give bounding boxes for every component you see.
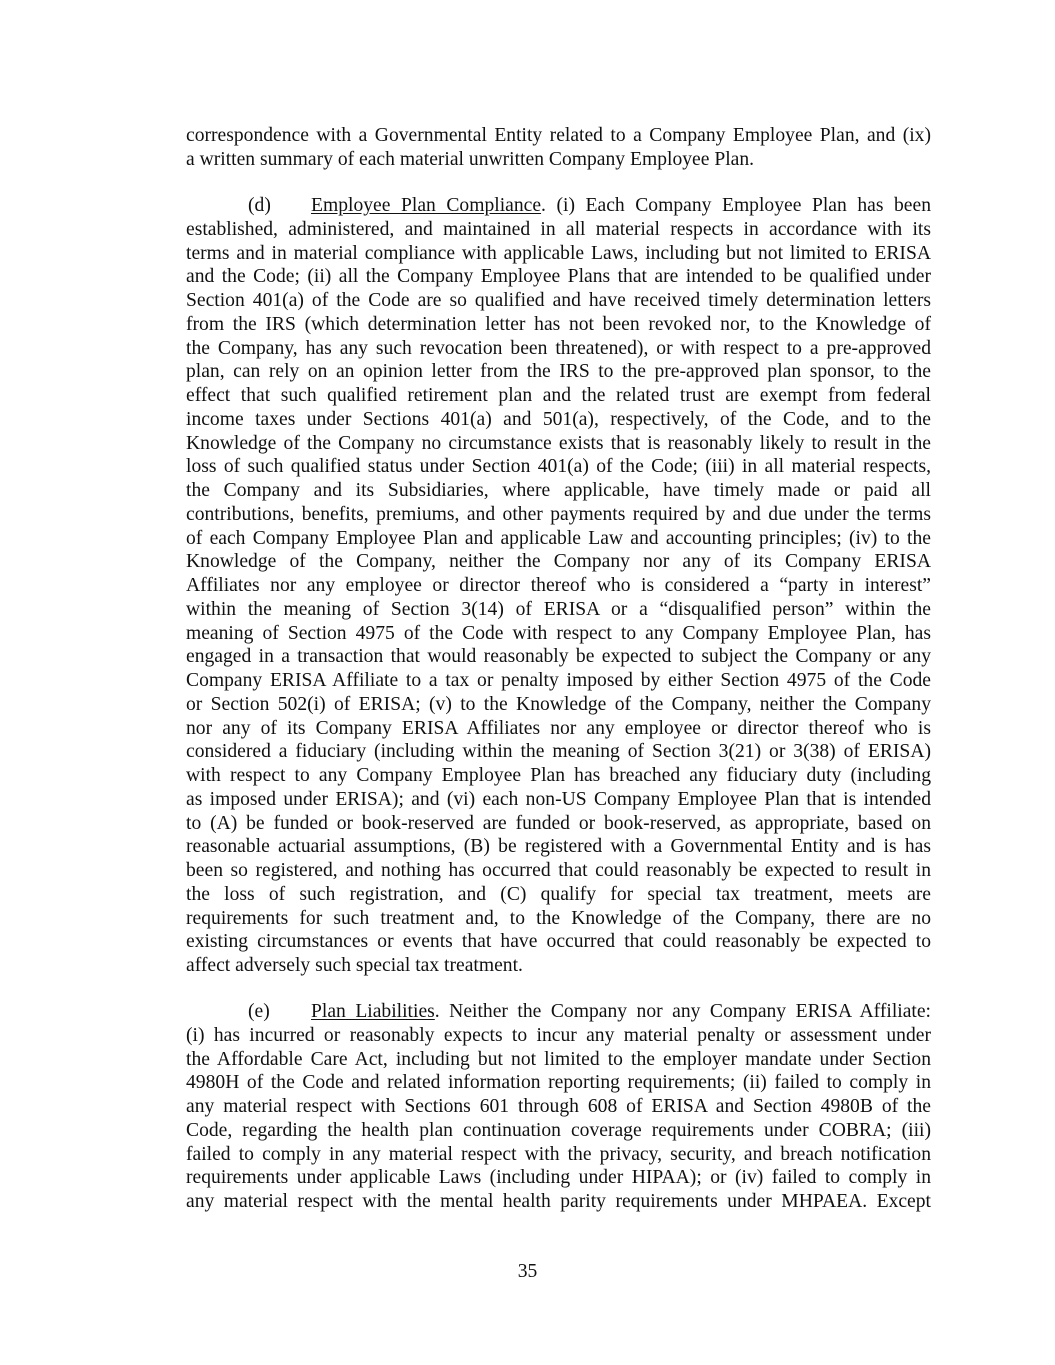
page-number: 35 <box>517 1261 538 1282</box>
text-line: the loss of such registration, and (C) qualify for special tax treatment, meets are <box>186 883 931 905</box>
text-line: to (A) be funded or book-reserved are funded or book-reserved, as appropriate, based on <box>186 812 931 834</box>
text-line: Code, regarding the health plan continuation coverage requirements under COBRA; (iii) <box>186 1119 931 1141</box>
text-line: requirements for such treatment and, to the Knowledge of the Company, there are no <box>186 907 931 929</box>
text-line: Affiliates nor any employee or director thereof who is considered a “party in interest” <box>186 575 931 596</box>
text-line: Knowledge of the Company no circumstance exists that is reasonably likely to result in the <box>186 432 931 454</box>
section-d-marker: (d) <box>248 195 271 216</box>
text-line: a written summary of each material unwritten Company Employee Plan. <box>186 148 755 170</box>
text-line: meaning of Section 4975 of the Code with respect to any Company Employee Plan, has <box>186 622 931 644</box>
text-line: with respect to any Company Employee Plan has breached any fiduciary duty (including <box>186 765 931 786</box>
text-line: Company ERISA Affiliate to a tax or penalty imposed by either Section 4975 of the Code <box>186 670 931 691</box>
section-d-first-line <box>186 194 931 218</box>
text-line: the Affordable Care Act, including but not limited to the employer mandate under Section <box>186 1048 931 1070</box>
section-e-plan-liabilities <box>186 1000 931 1214</box>
section-e-heading: Plan Liabilities <box>311 1001 435 1022</box>
text-line: any material respect with the mental health parity requirements under MHPAEA. Except <box>186 1191 931 1212</box>
text-line: affect adversely such special tax treatment. <box>186 955 523 976</box>
text-line: from the IRS (which determination letter has not been revoked nor, to the Knowledge of <box>186 313 931 335</box>
text-line: the Company and its Subsidiaries, where applicable, have timely made or paid all <box>186 480 931 501</box>
section-d-heading: Employee Plan Compliance <box>311 195 542 216</box>
intro-paragraph <box>186 124 931 172</box>
text-line: failed to comply in any material respect with the privacy, security, and breach notification <box>186 1143 931 1165</box>
text-line: been so registered, and nothing has occurred that could reasonably be expected to result in <box>186 860 931 881</box>
text-line: loss of such qualified status under Section 401(a) of the Code; (iii) in all material respects, <box>186 456 931 478</box>
section-d-first-text: . (i) Each Company Employee Plan has been <box>541 195 931 216</box>
text-line: terms and in material compliance with applicable Laws, including but not limited to ERISA <box>186 242 931 264</box>
text-line: reasonable actuarial assumptions, (B) be registered with a Governmental Entity and is has <box>186 836 931 858</box>
text-line: considered a fiduciary (including within the meaning of Section 3(21) or 3(38) of ERISA) <box>186 741 931 763</box>
text-line: the Company, has any such revocation been threatened), or with respect to a pre-approved <box>186 337 931 359</box>
text-line: engaged in a transaction that would reasonably be expected to subject the Company or any <box>186 646 931 668</box>
text-line: nor any of its Company ERISA Affiliates nor any employee or director thereof who is <box>186 717 931 739</box>
text-line: established, administered, and maintained in all material respects in accordance with its <box>186 218 931 240</box>
section-e-marker: (e) <box>248 1001 270 1022</box>
section-d-employee-plan-compliance <box>186 194 931 978</box>
text-line: requirements under applicable Laws (including under HIPAA); or (iv) failed to comply in <box>186 1167 931 1189</box>
text-line: as imposed under ERISA); and (vi) each non-US Company Employee Plan that is intended <box>186 788 931 810</box>
text-line: correspondence with a Governmental Entity related to a Company Employee Plan, and (ix) <box>186 125 931 146</box>
text-line: effect that such qualified retirement plan and the related trust are exempt from federal <box>186 385 931 406</box>
text-line: contributions, benefits, premiums, and other payments required by and due under the terms <box>186 503 931 525</box>
text-line: existing circumstances or events that have occurred that could reasonably be expected to <box>186 931 931 953</box>
text-line: or Section 502(i) of ERISA; (v) to the Knowledge of the Company, neither the Company <box>186 693 931 715</box>
text-line: within the meaning of Section 3(14) of ERISA or a “disqualified person” within the <box>186 598 931 620</box>
text-line: 4980H of the Code and related information reporting requirements; (ii) failed to comply in <box>186 1072 931 1094</box>
text-line: (i) has incurred or reasonably expects to incur any material penalty or assessment under <box>186 1024 931 1046</box>
text-line: Section 401(a) of the Code are so qualified and have received timely determination letters <box>186 290 931 311</box>
text-line: plan, can rely on an opinion letter from the IRS to the pre-approved plan sponsor, to the <box>186 361 931 383</box>
text-line: any material respect with Sections 601 through 608 of ERISA and Section 4980B of the <box>186 1096 931 1117</box>
section-e-first-text: . Neither the Company nor any Company ERISA Affiliate: <box>434 1001 931 1022</box>
text-line: and the Code; (ii) all the Company Employee Plans that are intended to be qualified under <box>186 266 931 288</box>
text-line: Knowledge of the Company, neither the Company nor any of its Company ERISA <box>186 551 931 573</box>
section-e-first-line <box>186 1000 931 1024</box>
text-line: income taxes under Sections 401(a) and 501(a), respectively, of the Code, and to the <box>186 408 931 430</box>
text-line: of each Company Employee Plan and applicable Law and accounting principles; (iv) to the <box>186 527 931 549</box>
